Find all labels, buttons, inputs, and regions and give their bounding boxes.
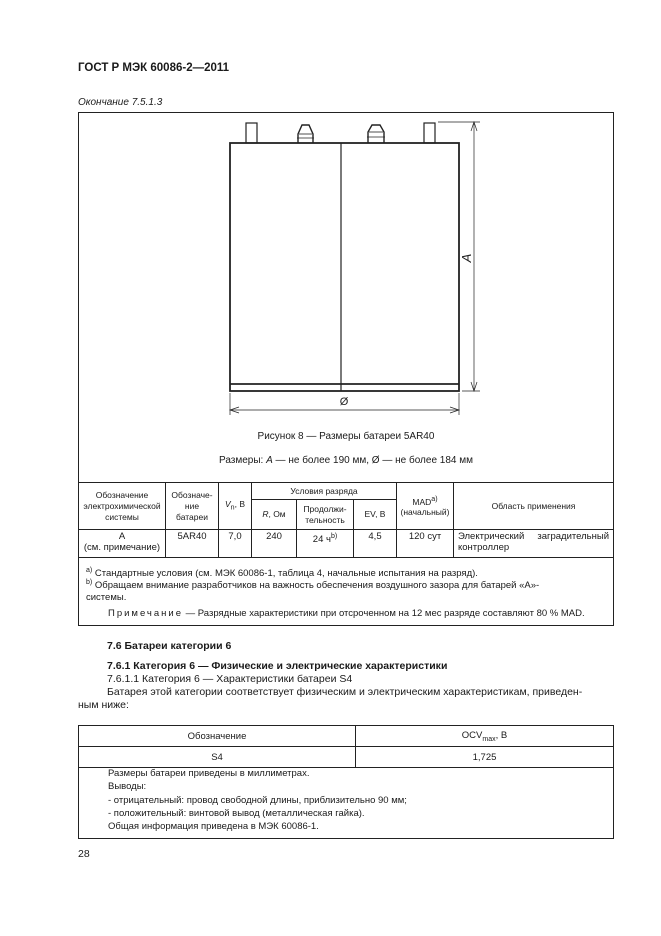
paragraph-line-2: ным ниже: [78, 699, 129, 711]
header-mad: MAD$^{a)}$ (начальный) [397, 483, 454, 530]
s4-note-line: Выводы: [108, 781, 147, 792]
battery-spec-table [78, 482, 614, 558]
cell-system: A (см. примечание) [79, 530, 166, 558]
battery-drawing [78, 112, 614, 482]
terminal-right [424, 123, 435, 143]
cell-duration: 24 $ч^{b)}$ [297, 530, 354, 558]
table-row [79, 747, 614, 768]
section-7-6-1-heading: 7.6.1 Категория 6 — Физические и электрические характеристики [107, 660, 448, 672]
terminal-screw-2 [368, 125, 384, 143]
dimension-diameter-label: Ø [339, 396, 349, 408]
header-battery: Обозначе-ние батареи [166, 483, 219, 530]
cell-mad: 120 сут [397, 530, 454, 558]
header-ev: EV, В [354, 500, 397, 530]
header-designation: Обозначение [79, 726, 356, 747]
header-ocv: $OCV_{max}$, В [356, 726, 614, 747]
section-7-6-1-1-heading: 7.6.1.1 Категория 6 — Характеристики батареи S4 [107, 673, 353, 685]
table-note: Примечание — Разрядные характеристики при отсроченном на 12 мес разряде составляют 80 % MAD. [108, 608, 585, 619]
header-system: Обозначение электрохимической системы [79, 483, 166, 530]
cell-ev: 4,5 [354, 530, 397, 558]
s4-note-line: Размеры батареи приведены в миллиметрах. [108, 768, 310, 779]
header-duration: Продолжи-тельность [297, 500, 354, 530]
dimension-a-label: A [459, 253, 474, 263]
cell-ocv: 1,725 [356, 747, 614, 768]
header-area: Область применения [454, 483, 614, 530]
header-r: R, Ом [252, 500, 297, 530]
header-vn: $V_n$, В [219, 483, 252, 530]
footnote-a: $^{a)}$ Стандартные условия (см. МЭК 60086-1, таблица 4, начальные испытания на разряд). [86, 567, 478, 580]
s4-note-line: - отрицательный: провод свободной длины, приблизительно 90 мм; [108, 795, 407, 806]
cell-battery: 5AR40 [166, 530, 219, 558]
section-7-6-heading: 7.6 Батареи категории 6 [107, 640, 232, 652]
s4-note-line: - положительный: винтовой вывод (металлическая гайка). [108, 808, 365, 819]
footnote-b: $^{b)}$ Обращаем внимание разработчиков на важность обеспечения воздушного зазора для батарей «А»- системы. [86, 579, 540, 604]
battery-body [230, 143, 459, 391]
table-row [79, 530, 614, 558]
cell-vn: 7,0 [219, 530, 252, 558]
page-number: 28 [78, 848, 90, 860]
cell-designation: S4 [79, 747, 356, 768]
terminal-left [246, 123, 257, 143]
figure-dimensions: Размеры: А — не более 190 мм, Ø — не более 184 мм [218, 455, 473, 466]
paragraph-line-1: Батарея этой категории соответствует физическим и электрическим характеристикам, приведен- [107, 686, 583, 698]
document-header: ГОСТ Р МЭК 60086-2—2011 [78, 62, 230, 74]
continuation-label: Окончание 7.5.1.3 [78, 97, 163, 108]
cell-area: Электрический заградительный контроллер [454, 530, 614, 558]
header-conditions: Условия разряда [252, 483, 397, 500]
s4-note-line: Общая информация приведена в МЭК 60086-1. [108, 821, 319, 832]
s4-table [78, 725, 614, 768]
figure-caption: Рисунок 8 — Размеры батареи 5AR40 [257, 431, 435, 442]
cell-r: 240 [252, 530, 297, 558]
